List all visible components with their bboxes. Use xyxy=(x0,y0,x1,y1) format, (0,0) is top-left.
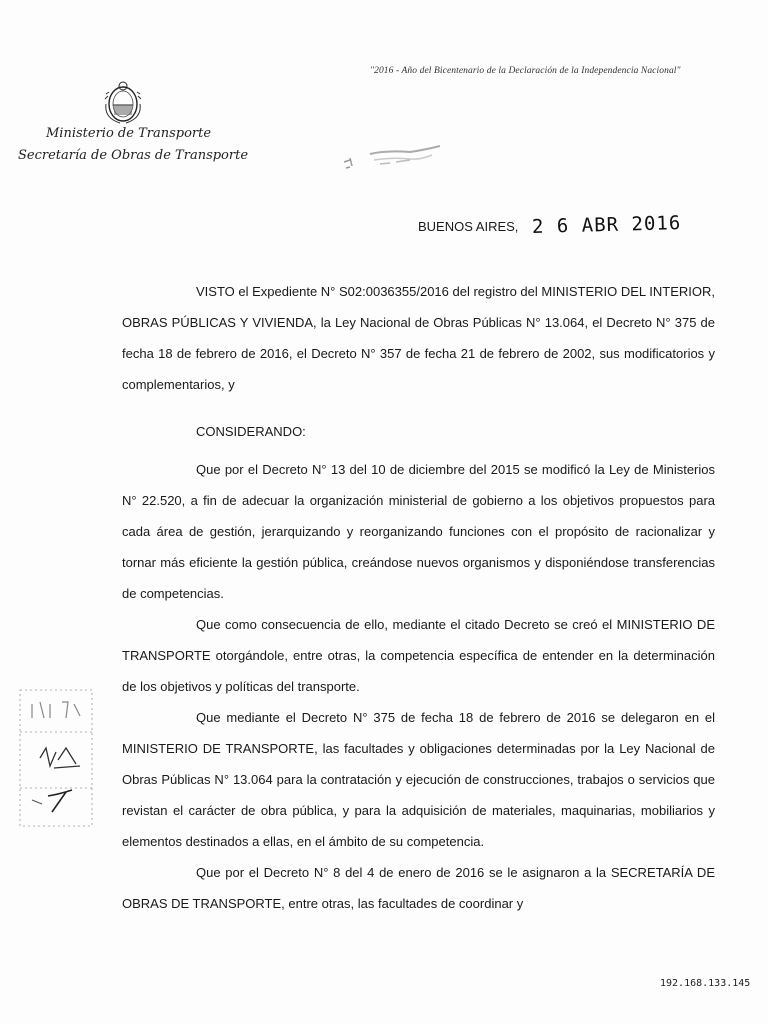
dateline xyxy=(418,214,682,236)
paragraph-3: Que mediante el Decreto N° 375 de fecha 18 de febrero de 2016 se delegaron en el MINISTERIO DE TRANSPORTE, las facultades y obligaciones determinadas por la Ley Nacional de Obras Públicas N° 13.064 para la contratación y ejecución de construcciones, trabajos o servicios que revistan el carácter de obra pública, y para la adquisición de materiales, maquinarias, mobiliarios y elementos destinados a ellas, en el ámbito de su competencia. xyxy=(122,710,715,849)
paragraph-1: Que por el Decreto N° 13 del 10 de diciembre del 2015 se modificó la Ley de Ministerios N° 22.520, a fin de adecuar la organización ministerial de gobierno a los objetivos propuestos para cada área de gestión, jerarquizando y reorganizando funciones con el propósito de racionalizar y tornar más eficiente la gestión pública, creándose nuevos organismos y disponiéndose transferencias de competencias. xyxy=(122,462,715,601)
paragraph-2: Que como consecuencia de ello, mediante el citado Decreto se creó el MINISTERIO DE TRANSPORTE otorgándole, entre otras, la competencia específica de entender en la determinación de los objetivos y políticas del transporte. xyxy=(122,617,715,694)
faded-stamp-icon xyxy=(340,140,450,176)
year-motto: "2016 - Año del Bicentenario de la Declaración de la Independencia Nacional" xyxy=(370,66,681,76)
considerando-heading: CONSIDERANDO: xyxy=(196,424,306,439)
city-label: BUENOS AIRES, xyxy=(418,219,519,234)
secretaria-name: Secretaría de Obras de Transporte xyxy=(18,148,249,163)
paragraph-4: Que por el Decreto N° 8 del 4 de enero de 2016 se le asignaron a la SECRETARÍA DE OBRAS DE TRANSPORTE, entre otras, las facultades de coordinar y xyxy=(122,865,715,911)
footer-ip-address: 192.168.133.145 xyxy=(660,978,751,989)
considerando-section xyxy=(122,454,715,919)
ministry-name: Ministerio de Transporte xyxy=(46,126,212,141)
national-seal-icon xyxy=(100,78,146,126)
visto-paragraph: VISTO el Expediente N° S02:0036355/2016 del registro del MINISTERIO DEL INTERIOR, OBRAS PÚBLICAS Y VIVIENDA, la Ley Nacional de Obras Públicas N° 13.064, el Decreto N° 375 de fecha 18 de febrero de 2016, el Decreto N° 357 de fecha 21 de febrero de 2002, sus modificatorios y complementarios, y xyxy=(122,284,715,392)
visto-section xyxy=(122,276,715,400)
date-stamp: 2 6 ABR 2016 xyxy=(532,212,682,238)
margin-folio-stamp xyxy=(18,688,94,828)
